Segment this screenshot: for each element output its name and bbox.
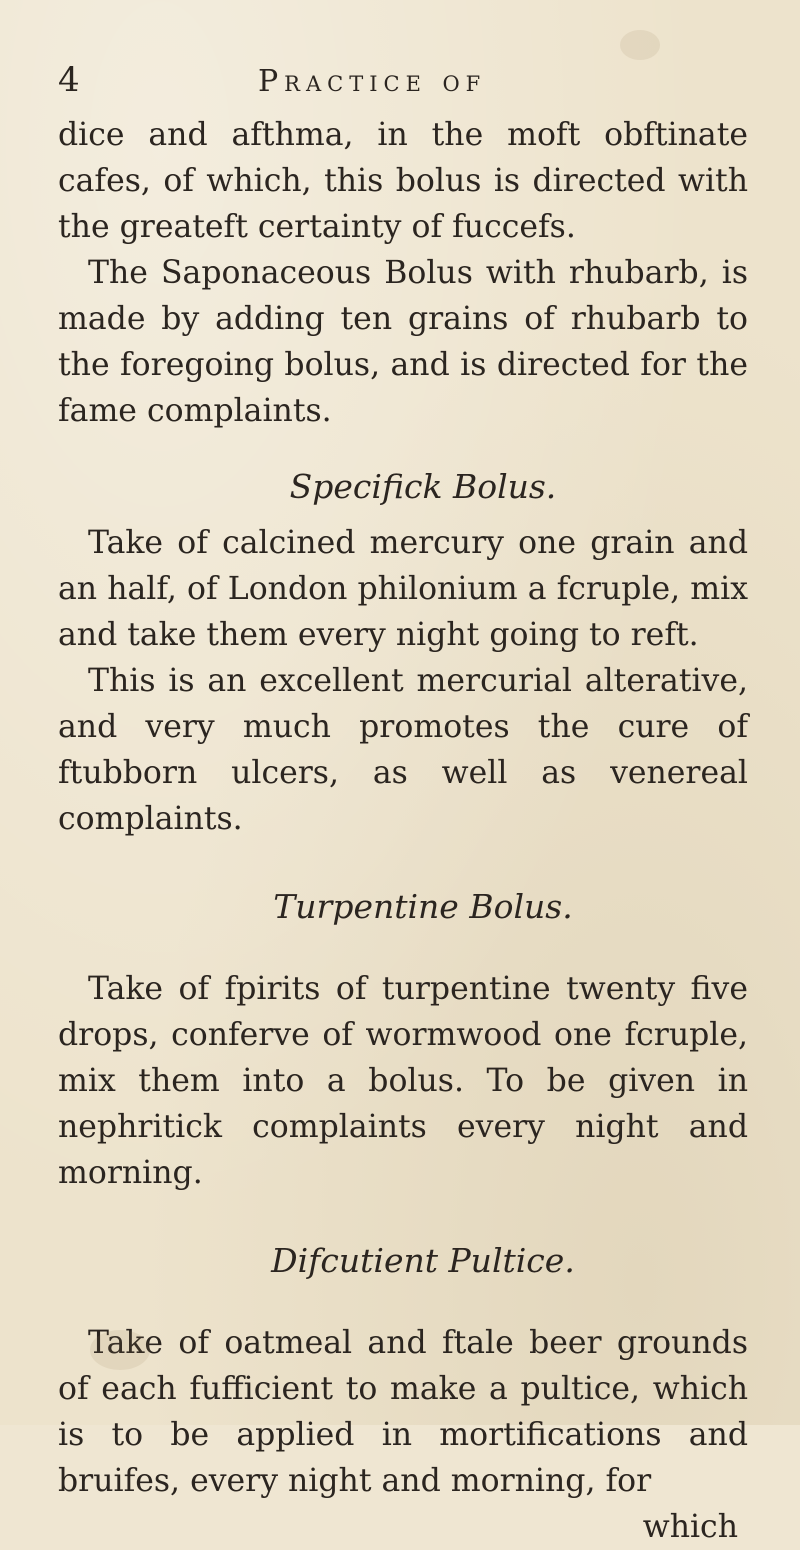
- foxing-spot: [620, 30, 660, 60]
- catchword: which: [642, 1509, 738, 1545]
- page-number: 4: [58, 60, 81, 100]
- running-head: Practice of: [258, 64, 487, 99]
- paragraph: dice and afthma, in the moft obftinate cafes, of which, this bolus is directed with the greateft certainty of fuccefs.: [58, 117, 748, 245]
- section-heading: Difcutient Pultice.: [271, 1241, 575, 1280]
- section-heading: Turpentine Bolus.: [273, 887, 573, 926]
- foxing-spot: [90, 1330, 150, 1370]
- paragraph: The Saponaceous Bolus with rhubarb, is made by adding ten grains of rhubarb to the foregoing bolus, and is directed for the fame complaints.: [58, 255, 748, 429]
- paragraph: This is an excellent mercurial alterative, and very much promotes the cure of ftubborn ulcers, as well as venereal complaints.: [58, 663, 748, 837]
- paragraph: Take of calcined mercury one grain and an half, of London philonium a fcruple, mix and take them every night going to reft.: [58, 525, 748, 653]
- paragraph: Take of oatmeal and ftale beer grounds of each fufficient to make a pultice, which is to be applied in mortifications and bruifes, every night and morning, for: [58, 1325, 748, 1499]
- paragraph: Take of fpirits of turpentine twenty five drops, conferve of wormwood one fcruple, mix them into a bolus. To be given in nephritick complaints every night and morning.: [58, 971, 748, 1191]
- page-header: [58, 60, 748, 108]
- section-heading: Specifick Bolus.: [289, 467, 557, 506]
